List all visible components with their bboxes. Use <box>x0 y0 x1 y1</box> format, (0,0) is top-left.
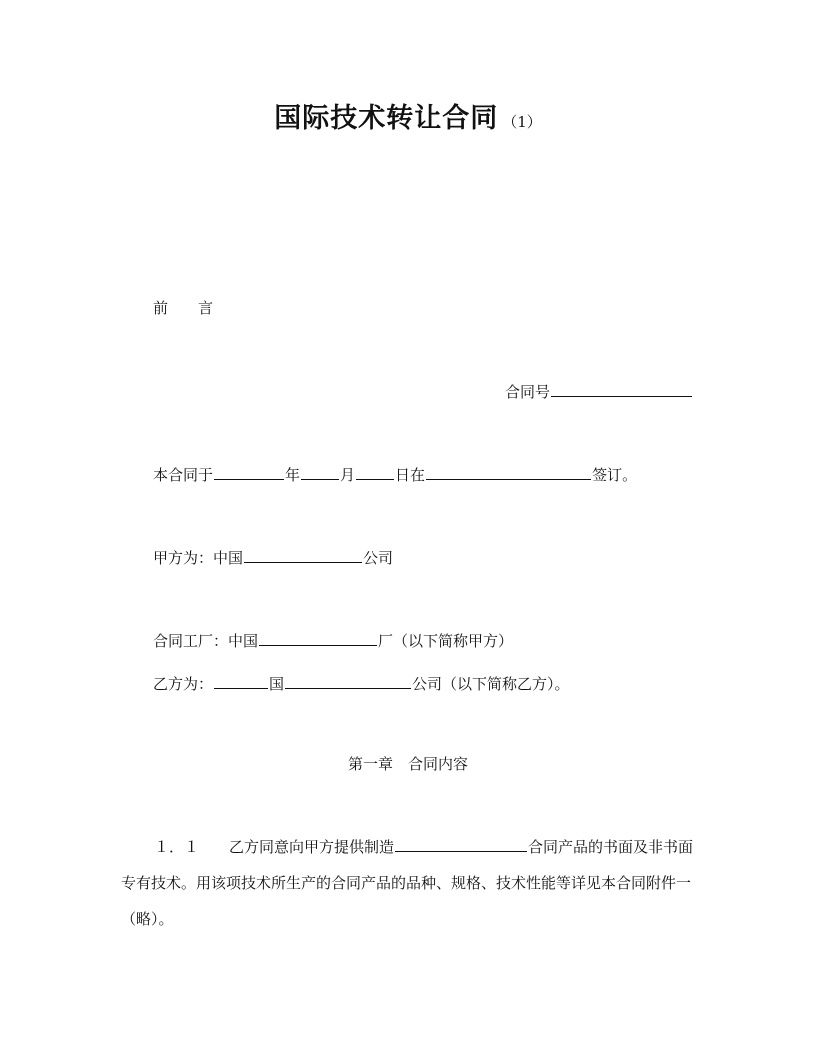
preface-heading: 前 言 <box>153 299 214 317</box>
signing-year-field[interactable] <box>214 464 284 480</box>
party-a-name-field[interactable] <box>244 547 362 563</box>
factory-name-field[interactable] <box>259 630 377 646</box>
signing-prefix: 本合同于 <box>153 466 214 484</box>
contract-number-row <box>505 381 693 402</box>
party-b-prefix: 乙方为： <box>153 675 214 693</box>
signing-day-label: 日在 <box>395 466 426 484</box>
signing-month-field[interactable] <box>301 464 339 480</box>
party-b-suffix: 公司（以下简称乙方）。 <box>412 675 570 693</box>
clause-text-before: 乙方同意向甲方提供制造 <box>229 838 395 856</box>
factory-prefix: 合同工厂：中国 <box>153 632 259 650</box>
document-title <box>0 96 816 135</box>
party-b-country-field[interactable] <box>214 673 268 689</box>
clause-1-1 <box>121 829 697 937</box>
signing-year-label: 年 <box>285 466 301 484</box>
party-a-suffix: 公司 <box>363 549 394 567</box>
signing-day-field[interactable] <box>356 464 394 480</box>
party-a-prefix: 甲方为：中国 <box>153 549 244 567</box>
party-b-row <box>153 673 570 694</box>
signing-place-field[interactable] <box>426 464 591 480</box>
signing-month-label: 月 <box>340 466 356 484</box>
title-main: 国际技术转让合同 <box>274 103 499 134</box>
party-a-row <box>153 547 393 568</box>
factory-suffix: 厂（以下简称甲方） <box>378 632 514 650</box>
product-name-field[interactable] <box>395 836 527 852</box>
chapter-heading: 第一章 合同内容 <box>347 755 468 773</box>
clause-1-1-body <box>121 829 697 937</box>
party-b-name-field[interactable] <box>285 673 411 689</box>
factory-row <box>153 630 513 651</box>
signing-date-row <box>153 464 637 485</box>
contract-number-label: 合同号 <box>505 383 551 401</box>
clause-text-after: 合同产品的书面及非书面专有技术。用该项技术所生产的合同产品的品种、规格、技术性能等详见本合同附件一（略）。 <box>121 838 694 928</box>
clause-number: １．１ <box>154 838 200 856</box>
title-suffix: （1） <box>502 113 542 131</box>
contract-number-field[interactable] <box>551 381 692 397</box>
signing-suffix: 签订。 <box>592 466 638 484</box>
party-b-country-label: 国 <box>269 675 285 693</box>
